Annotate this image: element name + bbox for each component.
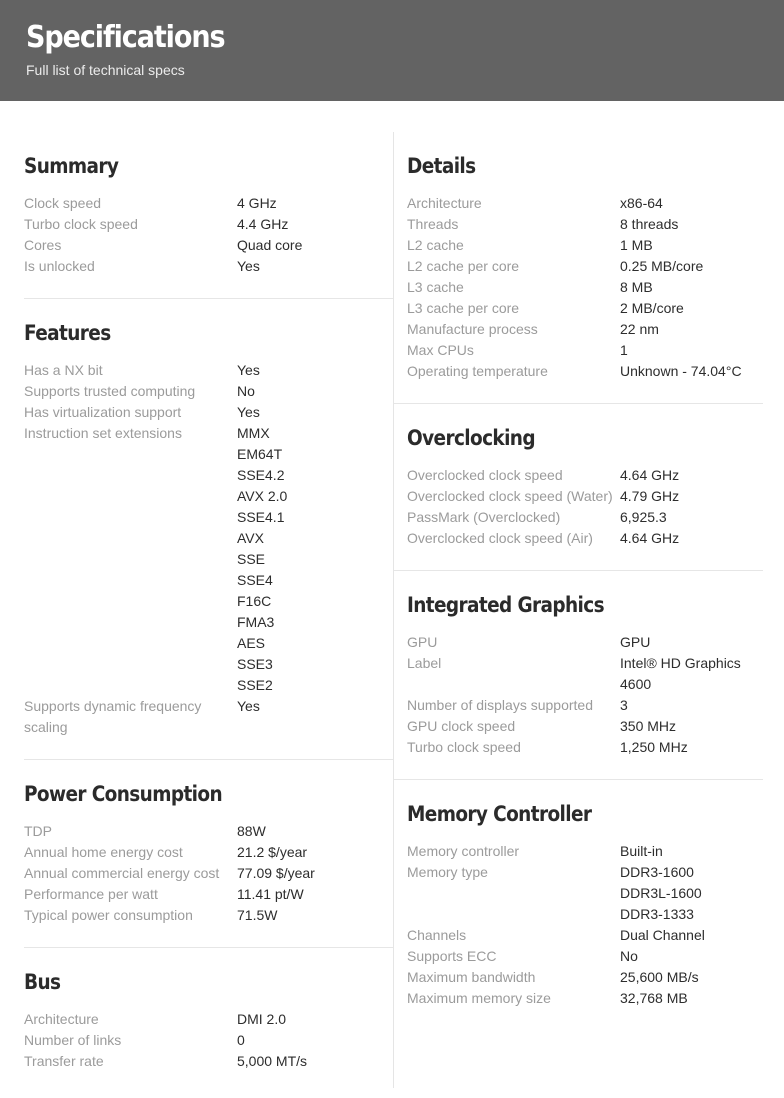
spec-value: [237, 423, 393, 696]
spec-row: [24, 863, 393, 884]
spec-value: [620, 946, 763, 967]
spec-value: [620, 214, 763, 235]
spec-value-item: F16C: [237, 593, 272, 609]
spec-value: [237, 1030, 393, 1051]
spec-row: [24, 381, 393, 402]
spec-value: [620, 862, 763, 925]
spec-label: PassMark (Overclocked): [407, 509, 561, 525]
spec-row: [407, 361, 763, 382]
spec-value: [237, 256, 393, 277]
spec-label: Threads: [407, 216, 459, 232]
spec-row: [24, 423, 393, 696]
spec-row: [24, 842, 393, 863]
spec-value-item: Yes: [237, 404, 260, 420]
spec-row: [407, 841, 763, 862]
spec-value-item: DMI 2.0: [237, 1011, 287, 1027]
spec-value-item: DDR3-1600: [620, 864, 694, 880]
spec-value-item: 21.2 $/year: [237, 844, 308, 860]
section-title: Bus: [24, 970, 61, 994]
spec-label: Clock speed: [24, 195, 102, 211]
spec-label: Annual home energy cost: [24, 844, 183, 860]
spec-row: [407, 214, 763, 235]
spec-row: [24, 884, 393, 905]
spec-value: [620, 298, 763, 319]
spec-list: [24, 1009, 393, 1093]
spec-value-item: DDR3-1333: [620, 906, 694, 922]
spec-list: [407, 841, 763, 1030]
spec-value: [620, 507, 763, 528]
spec-value: [620, 737, 763, 758]
spec-value-item: 71.5W: [237, 907, 278, 923]
spec-list: [24, 193, 393, 298]
spec-label: Architecture: [24, 1011, 99, 1027]
spec-label: Typical power consumption: [24, 907, 193, 923]
spec-row: [407, 340, 763, 361]
section-details: [394, 132, 763, 403]
spec-row: [407, 507, 763, 528]
spec-value: [237, 214, 393, 235]
spec-row: [407, 193, 763, 214]
spec-label: Label: [407, 655, 442, 671]
spec-label: Has virtualization support: [24, 404, 182, 420]
spec-value-item: 4 GHz: [237, 195, 277, 211]
spec-row: [407, 925, 763, 946]
spec-row: [407, 235, 763, 256]
spec-value-item: 32,768 MB: [620, 990, 688, 1006]
spec-value: [237, 402, 393, 423]
spec-value-item: 6,925.3: [620, 509, 667, 525]
spec-value-item: No: [620, 948, 638, 964]
spec-value-item: 4.64 GHz: [620, 467, 680, 483]
spec-value-item: Built-in: [620, 843, 663, 859]
spec-value-item: Unknown - 74.04°C: [620, 363, 742, 379]
spec-label: L2 cache: [407, 237, 464, 253]
spec-row: [407, 653, 763, 695]
section-memory-controller: [394, 779, 763, 1030]
spec-value-item: Yes: [237, 698, 260, 714]
spec-value-item: SSE4.1: [237, 509, 285, 525]
spec-value-item: 3: [620, 697, 628, 713]
section-power-consumption: [24, 759, 393, 947]
section-title: Details: [407, 154, 476, 178]
spec-value: [620, 193, 763, 214]
spec-value-item: Quad core: [237, 237, 303, 253]
spec-value-item: FMA3: [237, 614, 275, 630]
spec-value-item: MMX: [237, 425, 270, 441]
spec-label: Overclocked clock speed: [407, 467, 563, 483]
spec-row: [24, 193, 393, 214]
spec-label: Overclocked clock speed (Air): [407, 530, 593, 546]
spec-value-item: Intel® HD Graphics 4600: [620, 655, 741, 692]
spec-value-item: SSE2: [237, 677, 273, 693]
spec-value: [237, 696, 393, 738]
spec-value: [620, 967, 763, 988]
section-bus: [24, 947, 393, 1093]
spec-value: [620, 528, 763, 549]
spec-value-item: 25,600 MB/s: [620, 969, 699, 985]
spec-row: [407, 862, 763, 925]
spec-value: [620, 256, 763, 277]
spec-value-item: 8 threads: [620, 216, 679, 232]
spec-label: Maximum bandwidth: [407, 969, 536, 985]
spec-label: Turbo clock speed: [407, 739, 521, 755]
spec-row: [407, 465, 763, 486]
spec-label: L3 cache: [407, 279, 464, 295]
spec-value-item: x86-64: [620, 195, 663, 211]
spec-value: [620, 653, 763, 695]
spec-row: [407, 528, 763, 549]
spec-value-item: Yes: [237, 362, 260, 378]
spec-value: [237, 863, 393, 884]
spec-label: Number of displays supported: [407, 697, 593, 713]
section-title: Features: [24, 321, 111, 345]
section-title: Integrated Graphics: [407, 593, 604, 617]
spec-value-item: 22 nm: [620, 321, 659, 337]
spec-value: [237, 1009, 393, 1030]
spec-row: [407, 298, 763, 319]
section-overclocking: [394, 403, 763, 570]
spec-value: [620, 277, 763, 298]
spec-row: [24, 402, 393, 423]
spec-value-item: AVX: [237, 530, 264, 546]
spec-row: [407, 737, 763, 758]
spec-label: GPU clock speed: [407, 718, 516, 734]
spec-value-item: No: [237, 383, 255, 399]
spec-label: Cores: [24, 237, 62, 253]
spec-value: [620, 988, 763, 1009]
spec-value-item: EM64T: [237, 446, 283, 462]
spec-value: [237, 842, 393, 863]
spec-value: [620, 632, 763, 653]
spec-row: [24, 1051, 393, 1072]
spec-row: [407, 716, 763, 737]
spec-row: [24, 256, 393, 277]
spec-value-item: 0.25 MB/core: [620, 258, 704, 274]
spec-label: Max CPUs: [407, 342, 474, 358]
spec-value-item: 4.64 GHz: [620, 530, 680, 546]
spec-row: [407, 319, 763, 340]
spec-row: [24, 1009, 393, 1030]
spec-row: [407, 946, 763, 967]
spec-value: [620, 925, 763, 946]
page-subtitle: Full list of technical specs: [26, 62, 185, 78]
spec-label: L3 cache per core: [407, 300, 520, 316]
spec-label: Turbo clock speed: [24, 216, 138, 232]
spec-label: Is unlocked: [24, 258, 95, 274]
spec-row: [24, 696, 393, 738]
spec-row: [407, 632, 763, 653]
spec-label: Memory controller: [407, 843, 520, 859]
spec-value-item: 1 MB: [620, 237, 653, 253]
spec-value-item: Dual Channel: [620, 927, 705, 943]
spec-value: [237, 235, 393, 256]
spec-value-item: AES: [237, 635, 266, 651]
spec-value: [237, 1051, 393, 1072]
spec-label: Operating temperature: [407, 363, 548, 379]
spec-value: [620, 340, 763, 361]
page-title: Specifications: [26, 20, 225, 55]
spec-value-item: Yes: [237, 258, 260, 274]
spec-value-item: 350 MHz: [620, 718, 677, 734]
spec-value: [237, 381, 393, 402]
spec-list: [24, 821, 393, 947]
section-title: Overclocking: [407, 426, 535, 450]
spec-value: [620, 841, 763, 862]
spec-value: [620, 361, 763, 382]
spec-row: [407, 486, 763, 507]
spec-value-item: 11.41 pt/W: [237, 886, 304, 902]
spec-value-item: 4.79 GHz: [620, 488, 680, 504]
spec-row: [24, 360, 393, 381]
spec-list: [407, 632, 763, 779]
spec-label: L2 cache per core: [407, 258, 520, 274]
spec-row: [24, 214, 393, 235]
spec-value: [237, 821, 393, 842]
spec-value: [620, 486, 763, 507]
spec-label: Annual commercial energy cost: [24, 865, 220, 881]
spec-label: Supports trusted computing: [24, 383, 196, 399]
spec-value: [620, 235, 763, 256]
spec-value-item: GPU: [620, 634, 651, 650]
spec-value-item: SSE3: [237, 656, 273, 672]
spec-value-item: SSE4: [237, 572, 273, 588]
spec-value: [237, 360, 393, 381]
spec-label: Maximum memory size: [407, 990, 551, 1006]
spec-row: [407, 988, 763, 1009]
spec-row: [407, 277, 763, 298]
spec-row: [407, 695, 763, 716]
spec-row: [407, 967, 763, 988]
spec-row: [24, 1030, 393, 1051]
spec-value: [237, 905, 393, 926]
spec-label: Performance per watt: [24, 886, 158, 902]
section-integrated-graphics: [394, 570, 763, 779]
spec-label: Transfer rate: [24, 1053, 104, 1069]
spec-value: [620, 319, 763, 340]
spec-row: [24, 905, 393, 926]
spec-label: Manufacture process: [407, 321, 538, 337]
spec-label: Architecture: [407, 195, 482, 211]
spec-label: TDP: [24, 823, 52, 839]
spec-row: [24, 235, 393, 256]
spec-list: [24, 360, 393, 759]
spec-value-item: 88W: [237, 823, 266, 839]
page-header: [0, 0, 784, 101]
spec-label: Supports ECC: [407, 948, 497, 964]
left-column: [24, 132, 393, 1093]
spec-label: GPU: [407, 634, 438, 650]
spec-value: [620, 716, 763, 737]
right-column: [394, 132, 763, 1030]
spec-label: Memory type: [407, 864, 488, 880]
spec-value: [237, 193, 393, 214]
spec-value: [620, 695, 763, 716]
spec-label: Instruction set extensions: [24, 425, 182, 441]
spec-row: [407, 256, 763, 277]
spec-list: [407, 465, 763, 570]
spec-value-item: 4.4 GHz: [237, 216, 289, 232]
section-features: [24, 298, 393, 759]
section-summary: [24, 132, 393, 298]
spec-label: Has a NX bit: [24, 362, 103, 378]
spec-value-item: 1,250 MHz: [620, 739, 688, 755]
section-title: Memory Controller: [407, 802, 592, 826]
spec-value-item: SSE: [237, 551, 266, 567]
spec-value-item: 77.09 $/year: [237, 865, 315, 881]
spec-value: [620, 465, 763, 486]
spec-list: [407, 193, 763, 403]
spec-value-item: SSE4.2: [237, 467, 285, 483]
section-title: Power Consumption: [24, 782, 222, 806]
spec-value-item: 8 MB: [620, 279, 653, 295]
spec-row: [24, 821, 393, 842]
spec-label: Number of links: [24, 1032, 122, 1048]
spec-value-item: 0: [237, 1032, 245, 1048]
spec-value-item: 2 MB/core: [620, 300, 684, 316]
spec-value: [237, 884, 393, 905]
spec-value-item: AVX 2.0: [237, 488, 288, 504]
spec-label: Overclocked clock speed (Water): [407, 488, 613, 504]
spec-label: Channels: [407, 927, 467, 943]
spec-label: Supports dynamic frequency scaling: [24, 698, 202, 735]
spec-value-item: DDR3L-1600: [620, 885, 702, 901]
spec-value-item: 1: [620, 342, 628, 358]
section-title: Summary: [24, 154, 119, 178]
spec-value-item: 5,000 MT/s: [237, 1053, 308, 1069]
